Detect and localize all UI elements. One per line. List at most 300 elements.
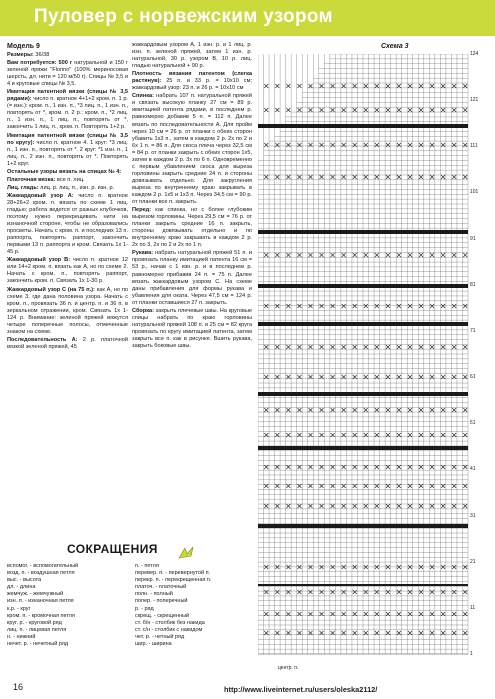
chart-cross-mark — [375, 84, 379, 88]
chart-dark-stripe — [258, 124, 468, 128]
title-banner — [0, 0, 495, 36]
chart-cross-mark — [375, 631, 379, 635]
chart-cross-mark — [353, 84, 357, 88]
chart-cross-mark — [386, 84, 390, 88]
chart-cross-mark — [309, 433, 313, 437]
chart-dark-stripe — [258, 446, 468, 450]
chart-cross-mark — [309, 465, 313, 469]
abbreviation-item: лиц. п. - лицевая петля — [7, 626, 67, 633]
chart-cross-mark — [309, 84, 313, 88]
chart-cross-mark — [364, 253, 368, 257]
instruction-term: Жаккардовый узор С (на 75 п.): — [7, 286, 95, 293]
chart-cross-mark — [463, 253, 467, 257]
chart-cross-mark — [397, 253, 401, 257]
chart-cross-mark — [452, 143, 456, 147]
chart-cross-mark — [364, 175, 368, 179]
chart-cross-mark — [397, 375, 401, 379]
chart-cross-mark — [275, 175, 279, 179]
chart-cross-mark — [286, 108, 290, 112]
knitting-chart — [258, 51, 479, 662]
chart-cross-mark — [397, 590, 401, 594]
instruction-term: Платочная вязка: — [7, 176, 56, 183]
abbreviation-item: перекр. п. - перекрещенная п. — [135, 577, 212, 584]
chart-cross-mark — [430, 253, 434, 257]
chart-cross-mark — [331, 84, 335, 88]
chart-cross-mark — [353, 465, 357, 469]
chart-cross-mark — [463, 433, 467, 437]
chart-cross-mark — [386, 408, 390, 412]
chart-cross-mark — [452, 84, 456, 88]
chart-cross-mark — [320, 108, 324, 112]
abbreviations-box — [7, 542, 257, 670]
chart-cross-mark — [463, 84, 467, 88]
chart-dark-stripe — [258, 524, 468, 528]
chart-cross-mark — [397, 631, 401, 635]
chart-cross-mark — [320, 345, 324, 349]
chart-cross-mark — [408, 253, 412, 257]
chart-cross-mark — [342, 253, 346, 257]
chart-cross-mark — [342, 143, 346, 147]
chart-row-number: 91 — [470, 235, 476, 242]
instruction-paragraph: Жаккардовый узор В: число п. кратное 12 или 14+2 кром. п. вязать как А, но по схеме 2. Начать с кром. п., повторять раппорт, закончить кром. п. Связать 1х 1-30 р. — [7, 257, 129, 285]
chart-cross-mark — [309, 345, 313, 349]
chart-cross-mark — [463, 304, 467, 308]
chart-cross-mark — [309, 504, 313, 508]
chart-cross-mark — [275, 345, 279, 349]
chart-cross-mark — [408, 433, 412, 437]
chart-cross-mark — [286, 465, 290, 469]
chart-cross-mark — [397, 175, 401, 179]
chart-row-number: 41 — [470, 466, 476, 473]
chart-cross-mark — [353, 304, 357, 308]
instruction-paragraph: Спинка: набрать 107 п. натуральной пряжей и связать высокую планку 27 см = 89 р. имитацией патента рядами, в последнем р. равномерно добавив 5 п. = 112 п. Далее вязать по последовательности А. Для пройм через 10 см = 26 р. от планки с обеих сторон убавить 1х3 п., затем в каждом 2 р. 2х по 2 и 6х 1 п. = 86 п. Для скоса плеча через 32,5 см = 84 р. от планки закрыть с обеих сторон 1х5, затем в каждом 2 р. 3х по 6 п. Одновременно с первым убавлением скоса для выреза горловины закрыть средние 24 п. и стороны довязывать отдельно. Для закругления выреза по внутреннему краю закрывать в каждом 2 р. 1х5 и 1х3 п. Через 34,5 см = 90 р. от планки все п. закрыть. — [132, 93, 252, 206]
abbreviation-item: кром. п. - кромочная петля — [7, 612, 75, 619]
chart-cross-mark — [375, 108, 379, 112]
abbreviation-item: дл. - длина — [7, 584, 36, 591]
chart-cross-mark — [397, 143, 401, 147]
chart-cross-mark — [375, 345, 379, 349]
chart-cross-mark — [375, 375, 379, 379]
chart-cross-mark — [364, 504, 368, 508]
chart-cross-mark — [386, 590, 390, 594]
chart-cross-mark — [408, 84, 412, 88]
chart-cross-mark — [286, 84, 290, 88]
chart-cross-mark — [320, 175, 324, 179]
chart-cross-mark — [331, 590, 335, 594]
abbreviation-item: жемчуж. - жемчужный — [7, 591, 64, 598]
chart-cross-mark — [397, 504, 401, 508]
chart-cross-mark — [275, 108, 279, 112]
chart-cross-mark — [452, 175, 456, 179]
instruction-term: Спинка: — [132, 93, 155, 100]
chart-cross-mark — [430, 84, 434, 88]
instruction-term: Жаккардовый узор В: — [7, 257, 71, 264]
chart-cross-mark — [342, 590, 346, 594]
chart-cross-mark — [264, 108, 268, 112]
abbreviation-item: к.р. - круг — [7, 605, 31, 612]
chart-cross-mark — [408, 345, 412, 349]
chart-cross-mark — [430, 631, 434, 635]
chart-cross-mark — [408, 175, 412, 179]
chart-cross-mark — [320, 143, 324, 147]
chart-cross-mark — [419, 84, 423, 88]
chart-cross-mark — [286, 304, 290, 308]
instruction-term: Рукава: — [132, 250, 154, 257]
center-stitch-label: центр. п. — [278, 665, 299, 671]
chart-cross-mark — [364, 108, 368, 112]
chart-row-number: 81 — [470, 281, 476, 288]
page-title: Пуловер с норвежским узором — [34, 6, 333, 27]
chart-cross-mark — [441, 375, 445, 379]
page-number: 16 — [13, 682, 24, 692]
abbreviation-item: выс. - высота — [7, 577, 42, 584]
chart-cross-mark — [419, 408, 423, 412]
chart-cross-mark — [320, 84, 324, 88]
chart-cross-mark — [275, 631, 279, 635]
chart-cross-mark — [264, 433, 268, 437]
chart-cross-mark — [297, 304, 301, 308]
chart-cross-mark — [264, 84, 268, 88]
abbreviation-item: чет. р. - четный ряд — [135, 633, 185, 640]
chart-cross-mark — [342, 433, 346, 437]
chart-cross-mark — [331, 143, 335, 147]
chart-cross-mark — [441, 175, 445, 179]
chart-cross-mark — [430, 108, 434, 112]
abbreviation-item: нечет. р. - нечетный ряд — [7, 641, 69, 648]
chart-cross-mark — [397, 84, 401, 88]
chart-row-number: 101 — [470, 189, 479, 196]
instruction-paragraph: Жаккардовый узор А: число п. кратное 28+26+2 кром. п. вязать по схеме 1 лиц. гладью; работа ведется от разных клубочков, поэтому нужно перекрещивать нити на изнаночной стороне, чтобы не образовались просветы. Начать с кром. п. и последних 13 п. раппорта, повторять раппорт, закончить первыми 13 п. раппорта и кром. Связать 1х 1-45 р. — [7, 192, 128, 256]
instruction-term: Имитация патентной вязки (спицы № 3,5 рядами): — [7, 89, 128, 103]
chart-cross-mark — [331, 465, 335, 469]
chart-cross-mark — [264, 304, 268, 308]
abbreviation-item: круг. р. - круговой ряд — [7, 619, 62, 626]
chart-cross-mark — [264, 345, 268, 349]
chart-cross-mark — [286, 631, 290, 635]
chart-cross-mark — [364, 433, 368, 437]
instruction-paragraph: Имитация патентной вязки (спицы № 3,5 рядами): число п. кратное 4+1+2 кром. п. 1 р. (= изн.): кром. п., 1 изн. п., *3 лиц. п., 1 изн. п., повторять от *, кром. п. 2 р.: кром. п., *2 лиц. п., 1 изн. п., 1 лиц. п., повторять от *, закончить 1 лиц. п., кром. п. Повторять 1+2 р. — [7, 89, 128, 131]
chart-cross-mark — [452, 631, 456, 635]
chart-cross-mark — [375, 143, 379, 147]
chart-cross-mark — [397, 108, 401, 112]
chart-cross-mark — [309, 590, 313, 594]
chart-cross-mark — [342, 175, 346, 179]
instruction-paragraph: Вам потребуется: 500 г натуральной и 150 г зеленой пряжи "Florino" (100% мериносовая шерсть, дл. нити = 120 м/50 г). Спицы № 3,5 и 4 и круговые спицы № 3,5. — [7, 60, 128, 88]
chart-cross-mark — [419, 433, 423, 437]
chart-cross-mark — [353, 108, 357, 112]
chart-cross-mark — [286, 433, 290, 437]
instruction-term: Последовательность А: — [7, 336, 78, 343]
chart-cross-mark — [397, 465, 401, 469]
chart-row-number: 111 — [470, 143, 478, 150]
chart-row-number: 51 — [470, 420, 476, 427]
abbreviation-item: ст. с/н - столбик с накидом — [135, 626, 203, 633]
chart-cross-mark — [375, 504, 379, 508]
chart-cross-mark — [364, 345, 368, 349]
chart-cross-mark — [342, 375, 346, 379]
chart-cross-mark — [297, 433, 301, 437]
chart-cross-mark — [342, 108, 346, 112]
chart-cross-mark — [419, 590, 423, 594]
chart-cross-mark — [264, 253, 268, 257]
chart-cross-mark — [386, 175, 390, 179]
chart-cross-mark — [386, 253, 390, 257]
chart-cross-mark — [331, 345, 335, 349]
instruction-term: Жаккардовый узор А: — [7, 192, 74, 199]
abbreviation-item: платоч. - платочный — [135, 584, 187, 591]
chart-cross-mark — [320, 465, 324, 469]
chart-cross-mark — [309, 408, 313, 412]
chart-cross-mark — [286, 253, 290, 257]
chart-cross-mark — [342, 304, 346, 308]
chart-cross-mark — [375, 304, 379, 308]
chart-cross-mark — [342, 504, 346, 508]
source-url: http://www.liveinternet.ru/users/oleska2112/ — [224, 685, 378, 694]
chart-cross-mark — [408, 465, 412, 469]
chart-cross-mark — [441, 345, 445, 349]
chart-cross-mark — [452, 590, 456, 594]
model-heading: Модель 9 — [7, 43, 40, 50]
chart-cross-mark — [386, 345, 390, 349]
abbreviation-item: н. - нижний — [7, 633, 36, 640]
chart-cross-mark — [463, 408, 467, 412]
chart-cross-mark — [297, 465, 301, 469]
chart-cross-mark — [297, 108, 301, 112]
chart-dark-stripe — [258, 584, 468, 586]
chart-cross-mark — [320, 408, 324, 412]
chart-cross-mark — [375, 590, 379, 594]
abbreviation-item: вспомог. - вспомогательный — [7, 563, 79, 569]
instruction-term: Перед: — [132, 207, 152, 214]
chart-cross-mark — [364, 143, 368, 147]
instruction-paragraph: Последовательность А: 2 р. платочной вязкой зеленой пряжей, 45 — [7, 336, 128, 350]
chart-cross-mark — [452, 253, 456, 257]
chart-cross-mark — [264, 143, 268, 147]
chart-cross-mark — [441, 433, 445, 437]
chart-cross-mark — [386, 108, 390, 112]
chart-cross-mark — [430, 504, 434, 508]
abbreviations-title: СОКРАЩЕНИЯ — [67, 542, 158, 556]
instruction-paragraph — [7, 169, 128, 176]
chart-cross-mark — [430, 465, 434, 469]
chart-cross-mark — [275, 504, 279, 508]
chart-cross-mark — [452, 433, 456, 437]
chart-cross-mark — [375, 465, 379, 469]
chart-row-number: 31 — [470, 512, 476, 519]
chart-cross-mark — [331, 375, 335, 379]
chart-cross-mark — [320, 433, 324, 437]
chart-cross-mark — [430, 175, 434, 179]
chart-cross-mark — [430, 345, 434, 349]
chart-cross-mark — [452, 465, 456, 469]
chart-cross-mark — [452, 345, 456, 349]
chart-cross-mark — [320, 253, 324, 257]
chart-cross-mark — [353, 504, 357, 508]
chart-cross-mark — [364, 408, 368, 412]
chart-cross-mark — [408, 408, 412, 412]
chart-cross-mark — [430, 375, 434, 379]
chart-cross-mark — [353, 345, 357, 349]
chart-cross-mark — [441, 631, 445, 635]
chart-cross-mark — [353, 631, 357, 635]
chart-cross-mark — [286, 375, 290, 379]
chart-cross-mark — [353, 175, 357, 179]
chart-cross-mark — [397, 345, 401, 349]
chart-row-number: 11 — [470, 604, 476, 611]
chart-cross-mark — [452, 375, 456, 379]
chart-cross-mark — [286, 345, 290, 349]
chart-cross-mark — [463, 345, 467, 349]
chart-cross-mark — [408, 504, 412, 508]
chart-cross-mark — [297, 631, 301, 635]
chart-cross-mark — [320, 504, 324, 508]
chart-cross-mark — [441, 304, 445, 308]
chart-cross-mark — [297, 175, 301, 179]
chart-cross-mark — [353, 143, 357, 147]
chart-cross-mark — [419, 175, 423, 179]
chart-cross-mark — [331, 253, 335, 257]
chart-cross-mark — [297, 408, 301, 412]
chart-cross-mark — [386, 304, 390, 308]
chart-cross-mark — [264, 590, 268, 594]
chart-cross-mark — [430, 433, 434, 437]
chart-cross-mark — [386, 504, 390, 508]
chart-cross-mark — [264, 631, 268, 635]
chart-cross-mark — [463, 108, 467, 112]
chart-cross-mark — [275, 590, 279, 594]
chart-cross-mark — [342, 631, 346, 635]
chart-cross-mark — [419, 345, 423, 349]
instruction-term: Вам потребуется: 500 г — [7, 60, 73, 67]
instruction-paragraph: жаккардовым узором А, 1 изн. р. и 1 лиц. р. изн. п. зеленой пряжей, затем 1 изн. р. натуральной, 30 р. узором В, 10 р. лиц. гладью натуральной + 90 р. — [132, 42, 252, 70]
abbreviation-item: ст. б/н - столбик без накида — [135, 619, 205, 626]
chart-dark-stripe — [258, 230, 468, 234]
chart-cross-mark — [375, 253, 379, 257]
chart-cross-mark — [320, 375, 324, 379]
chart-cross-mark — [331, 504, 335, 508]
chart-cross-mark — [419, 253, 423, 257]
chart-row-number: 61 — [470, 374, 476, 381]
chart-cross-mark — [441, 253, 445, 257]
chart-cross-mark — [353, 253, 357, 257]
chart-cross-mark — [408, 143, 412, 147]
chart-cross-mark — [386, 143, 390, 147]
abbreviation-item: возд. п. - воздушная петля — [7, 570, 75, 577]
chart-cross-mark — [286, 408, 290, 412]
abbreviations-list-left — [7, 563, 123, 648]
abbreviation-item: перевер. п. - перевернутой п. — [135, 570, 211, 577]
chart-cross-mark — [408, 631, 412, 635]
chart-cross-mark — [275, 143, 279, 147]
instruction-paragraph: Плотность вязания патентом (слегка растянув): 25 п. и 33 р. = 10х10 см; жаккардовый узор: 23 п. и 26 р. = 10х10 см — [132, 71, 252, 92]
decoration-icon — [177, 546, 197, 560]
chart-cross-mark — [309, 175, 313, 179]
chart-cross-mark — [275, 304, 279, 308]
chart-cross-mark — [364, 590, 368, 594]
chart-cross-mark — [452, 108, 456, 112]
chart-dark-stripe — [258, 284, 468, 288]
chart-cross-mark — [386, 375, 390, 379]
scheme-title: Схема 3 — [381, 43, 409, 50]
chart-cross-mark — [397, 433, 401, 437]
chart-cross-mark — [297, 375, 301, 379]
chart-cross-mark — [286, 504, 290, 508]
chart-cross-mark — [275, 408, 279, 412]
chart-row-number: 21 — [470, 558, 476, 565]
chart-cross-mark — [441, 108, 445, 112]
chart-cross-mark — [419, 304, 423, 308]
chart-cross-mark — [353, 408, 357, 412]
chart-cross-mark — [309, 631, 313, 635]
chart-cross-mark — [364, 375, 368, 379]
chart-cross-mark — [364, 631, 368, 635]
chart-cross-mark — [342, 408, 346, 412]
chart-cross-mark — [408, 108, 412, 112]
chart-cross-mark — [463, 175, 467, 179]
chart-cross-mark — [386, 465, 390, 469]
abbreviation-item: р. - ряд — [135, 605, 154, 612]
chart-cross-mark — [309, 304, 313, 308]
abbreviation-item: попер. - поперечный — [135, 598, 188, 605]
chart-cross-mark — [430, 408, 434, 412]
chart-cross-mark — [441, 84, 445, 88]
abbreviation-item: шир. - ширина — [135, 641, 172, 648]
chart-cross-mark — [375, 408, 379, 412]
chart-cross-mark — [452, 408, 456, 412]
instruction-paragraph: Имитация патентной вязки (спицы № 3,5 по кругу): число п. кратное 4. 1 круг: *3 лиц. п., 1 изн. п., повторять от *. 2 круг: *1 изн. п., 1 лиц. п., 2 изн. п., повторять от *. Повторять 1+2 круг. — [7, 132, 128, 167]
chart-cross-mark — [297, 253, 301, 257]
chart-cross-mark — [386, 433, 390, 437]
chart-cross-mark — [452, 504, 456, 508]
chart-cross-mark — [331, 304, 335, 308]
chart-cross-mark — [375, 433, 379, 437]
chart-cross-mark — [320, 590, 324, 594]
chart-cross-mark — [441, 143, 445, 147]
chart-row-number: 124 — [470, 51, 479, 57]
instruction-term: Сборка: — [132, 307, 155, 314]
chart-cross-mark — [309, 375, 313, 379]
instruction-paragraph: Рукава: набрать натуральной пряжей 51 п. и провязать планку имитацией патента 16 см = 53 р., начав с 1 изн. р. и в последнем р. равномерно прибавив 24 п. = 75 п. Далее вязать жаккардовым узором С. На схеме даны прибавления для формы рукава и убавления для оката. Через 47,5 см = 124 р. от планки оставшиеся 27 п. закрыть. — [132, 250, 252, 306]
chart-cross-mark — [364, 84, 368, 88]
instruction-paragraph: Жаккардовый узор С (на 75 п.): как А, но по схеме 3, где дана половина узора. Начать с кром. п., провязать 36 п. и центр. п. и 36 п. в зеркальном отражении, кром. Связать 1х 1-124 р. Внимание: зеленой пряжей вяжутся четыре поперечные полосы, отмеченные знаком на схеме. — [7, 286, 128, 335]
chart-cross-mark — [364, 465, 368, 469]
chart-cross-mark — [463, 631, 467, 635]
chart-cross-mark — [353, 590, 357, 594]
chart-cross-mark — [463, 143, 467, 147]
chart-cross-mark — [275, 84, 279, 88]
instruction-term: Плотность вязания патентом (слегка растянув): — [132, 71, 252, 85]
abbreviation-item: п. - петля — [135, 563, 159, 569]
instruction-term: Лиц. гладь: — [7, 184, 39, 191]
chart-cross-mark — [342, 84, 346, 88]
chart-cross-mark — [419, 375, 423, 379]
chart-cross-mark — [320, 631, 324, 635]
chart-cross-mark — [342, 465, 346, 469]
chart-cross-mark — [331, 631, 335, 635]
chart-cross-mark — [397, 304, 401, 308]
instructions-column-2 — [132, 42, 252, 351]
chart-cross-mark — [309, 253, 313, 257]
chart-row-number: 121 — [470, 97, 479, 104]
chart-cross-mark — [419, 465, 423, 469]
abbreviation-item: полн. - полный — [135, 591, 173, 598]
chart-cross-mark — [408, 590, 412, 594]
chart-cross-mark — [430, 304, 434, 308]
chart-cross-mark — [275, 433, 279, 437]
chart-cross-mark — [342, 345, 346, 349]
chart-cross-mark — [463, 590, 467, 594]
instruction-paragraph: Сборка: закрыть плечевые швы. На круговые спицы набрать по краю горловины натуральной пряжей 108 п. и 25 см = 82 круга провязать по кругу имитацией патента, затем закрыть все п. как в рисунке. Вшить рукава, закрыть боковые швы. — [132, 307, 252, 349]
